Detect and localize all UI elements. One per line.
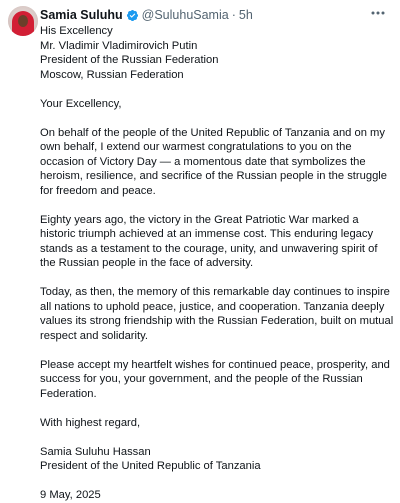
- address-line: Moscow, Russian Federation: [40, 68, 184, 81]
- more-horizontal-icon[interactable]: [370, 6, 386, 22]
- address-line: His Excellency: [40, 25, 113, 37]
- signature-name: Samia Suluhu Hassan: [40, 445, 151, 458]
- tweet-header: [40, 6, 253, 24]
- tweet-text: [40, 24, 394, 503]
- separator-dot: ·: [231, 8, 236, 22]
- letter-date: 9 May, 2025: [40, 489, 101, 501]
- salutation: Your Excellency,: [40, 97, 122, 110]
- letter-paragraph: Please accept my heartfelt wishes for continued peace, prosperity, and success for you, your government, and the people of the Russian Federation.: [40, 358, 390, 400]
- avatar[interactable]: [8, 6, 38, 36]
- closing: With highest regard,: [40, 416, 141, 429]
- address-line: Mr. Vladimir Vladimirovich Putin: [40, 39, 198, 52]
- author-name[interactable]: Samia Suluhu: [40, 8, 123, 22]
- timestamp[interactable]: 5h: [238, 8, 253, 22]
- address-line: President of the Russian Federation: [40, 54, 219, 66]
- letter-paragraph: Today, as then, the memory of this remarkable day continues to inspire all nations to uphold peace, justice, and cooperation. Tanzania deeply values its strong friendship with the Russian Federation, built on mutual respect and solidarity.: [40, 286, 394, 342]
- author-handle[interactable]: @SuluhuSamia: [141, 8, 229, 22]
- verified-badge-icon: [126, 9, 139, 22]
- signature-title: President of the United Republic of Tanzania: [40, 460, 261, 472]
- letter-paragraph: On behalf of the people of the United Republic of Tanzania and on my own behalf, I extend our warmest congratulations to you on the occasion of Victory Day — a momentous date that symbolizes the heroism, resilience, and secrifice of the Russian people in the struggle for freedom and peace.: [40, 126, 387, 197]
- letter-paragraph: Eighty years ago, the victory in the Great Patriotic War marked a historic triumph achieved at an immense cost. This enduring legacy stands as a testament to the courage, unity, and unwavering spirit of the Russian people in the face of adversity.: [40, 213, 378, 269]
